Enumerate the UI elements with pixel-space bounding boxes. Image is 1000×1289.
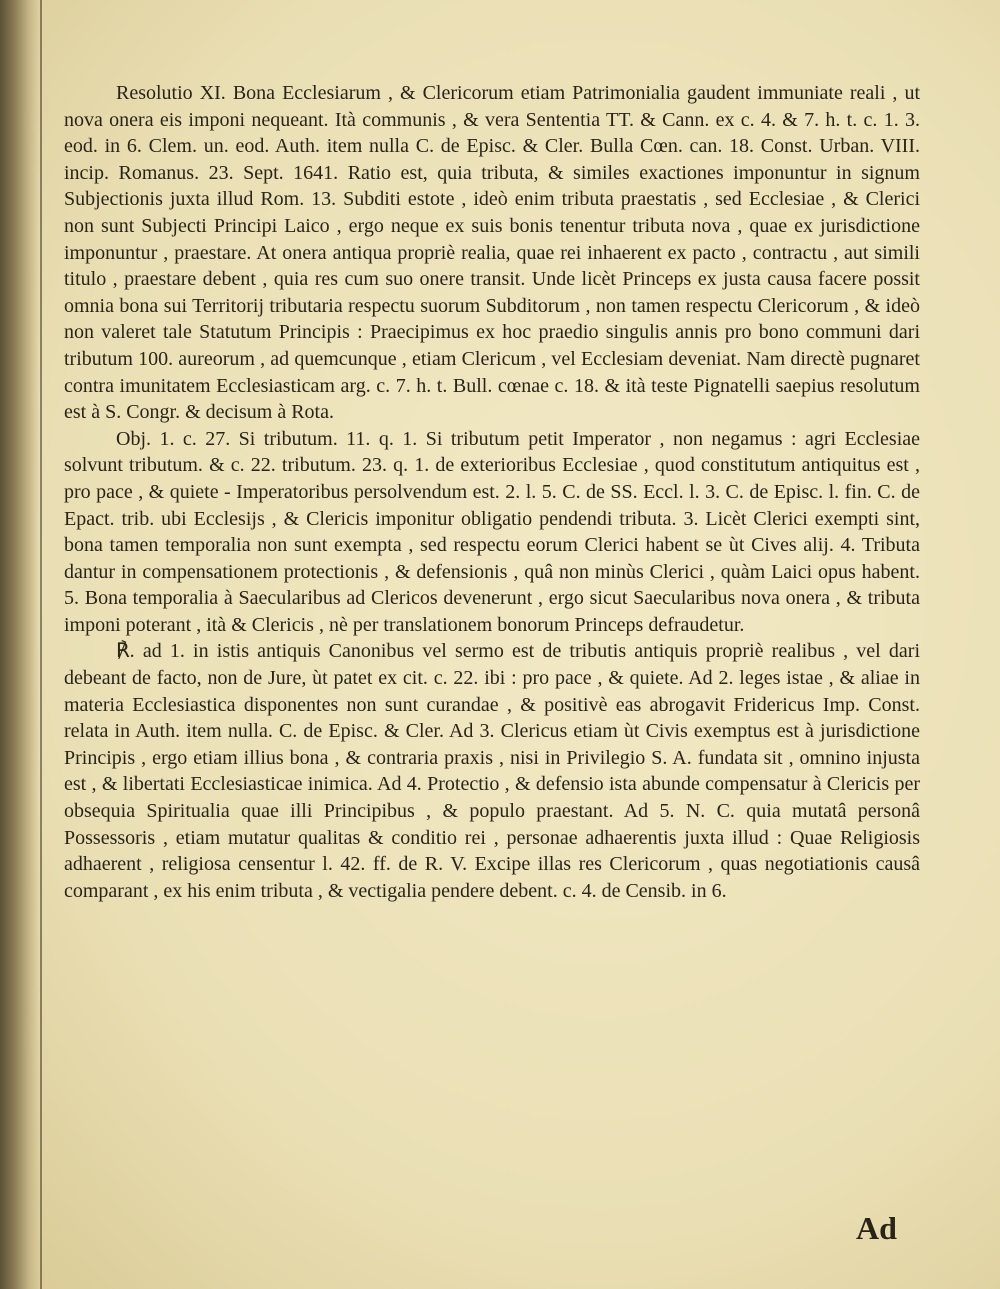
page-text	[64, 80, 920, 904]
gutter-edge	[40, 0, 42, 1289]
paragraph-resolutio: Resolutio XI. Bona Ecclesiarum , & Clericorum etiam Patrimonialia gaudent immuniate reali , ut nova onera eis imponi nequeant. Ità communis , & vera Sententia TT. & Cann. ex c. 4. & 7. h. t. c. 1. 3. eod. in 6. Clem. un. eod. Auth. item nulla C. de Episc. & Cler. Bulla Cœn. can. 18. Const. Urban. VIII. incip. Romanus. 23. Sept. 1641. Ratio est, quia tributa, & similes exactiones imponuntur in signum Subjectionis juxta illud Rom. 13. Subditi estote , ideò enim tributa praestatis , sed Ecclesiae , & Clerici non sunt Subjecti Principi Laico , ergo neque ex suis bonis tenentur tributa nova , quae ex jurisdictione imponuntur , praestare. At onera antiqua propriè realia, quae rei inhaerent ex pacto , contractu , aut simili titulo , praestare debent , quia res cum suo onere transit. Unde licèt Princeps ex justa causa facere possit omnia bona sui Territorij tributaria respectu suorum Subditorum , non tamen respectu Clericorum , & ideò non valeret tale Statutum Principis : Praecipimus ex hoc praedio singulis annis pro bono communi dari tributum 100. aureorum , ad quemcunque , etiam Clericum , vel Ecclesiam deveniat. Nam directè pugnaret contra imunitatem Ecclesiasticam arg. c. 7. h. t. Bull. cœnae c. 18. & ità teste Pignatelli saepius resolutum est à S. Congr. & decisum à Rota.	[64, 82, 920, 424]
catchword: Ad	[856, 1210, 897, 1246]
paragraph-responsio: ℟. ad 1. in istis antiquis Canonibus vel sermo est de tributis antiquis propriè realibus , vel dari debeant de facto, non de Jure, ùt patet ex cit. c. 22. ibi : pro pace , & quiete. Ad 2. leges istae , & aliae in materia Ecclesiastica disponentes non sunt curandae , & positivè eas abrogavit Fridericus Imp. Const. relata in Auth. item nulla. C. de Episc. & Cler. Ad 3. Clericus etiam ùt Civis exemptus est à jurisdictione Principis , ergo etiam illius bona , & contraria praxis , nisi in Privilegio S. A. fundata sit , omnino injusta est , & libertati Ecclesiasticae inimica. Ad 4. Protectio , & defensio ista abunde compensatur à Clericis per obsequia Spiritualia quae illi Principibus , & populo praestant. Ad 5. N. C. quia mutatâ personâ Possessoris , etiam mutatur qualitas & conditio rei , personae adhaerentis juxta illud : Quae Religiosis adhaerent , religiosa censentur l. 42. ff. de R. V. Excipe illas res Clericorum , quas negotiationis causâ comparant , ex his enim tributa , & vectigalia pendere debent. c. 4. de Censib. in 6.	[64, 640, 920, 902]
paragraph-objectiones: Obj. 1. c. 27. Si tributum. 11. q. 1. Si tributum petit Imperator , non negamus : agri Ecclesiae solvunt tributum. & c. 22. tributum. 23. q. 1. de exterioribus Ecclesiae , quod constitutum antiquitus est , pro pace , & quiete - Imperatoribus persolvendum est. 2. l. 5. C. de SS. Eccl. l. 3. C. de Episc. l. fin. C. de Epact. trib. ubi Ecclesijs , & Clericis imponitur obligatio pendendi tributa. 3. Licèt Clerici exempti sint, bona tamen temporalia non sunt exempta , sed respectu eorum Clerici habent se ùt Cives alij. 4. Tributa dantur in compensationem protectionis , & defensionis , quâ non minùs Clerici , quàm Laici opus habent. 5. Bona temporalia à Saecularibus ad Clericos devenerunt , ergo sicut Saecularibus nova onera , & tributa imponi poterant , ità & Clericis , nè per translationem bonorum Princeps defraudetur.	[64, 427, 920, 636]
book-gutter	[0, 0, 40, 1289]
